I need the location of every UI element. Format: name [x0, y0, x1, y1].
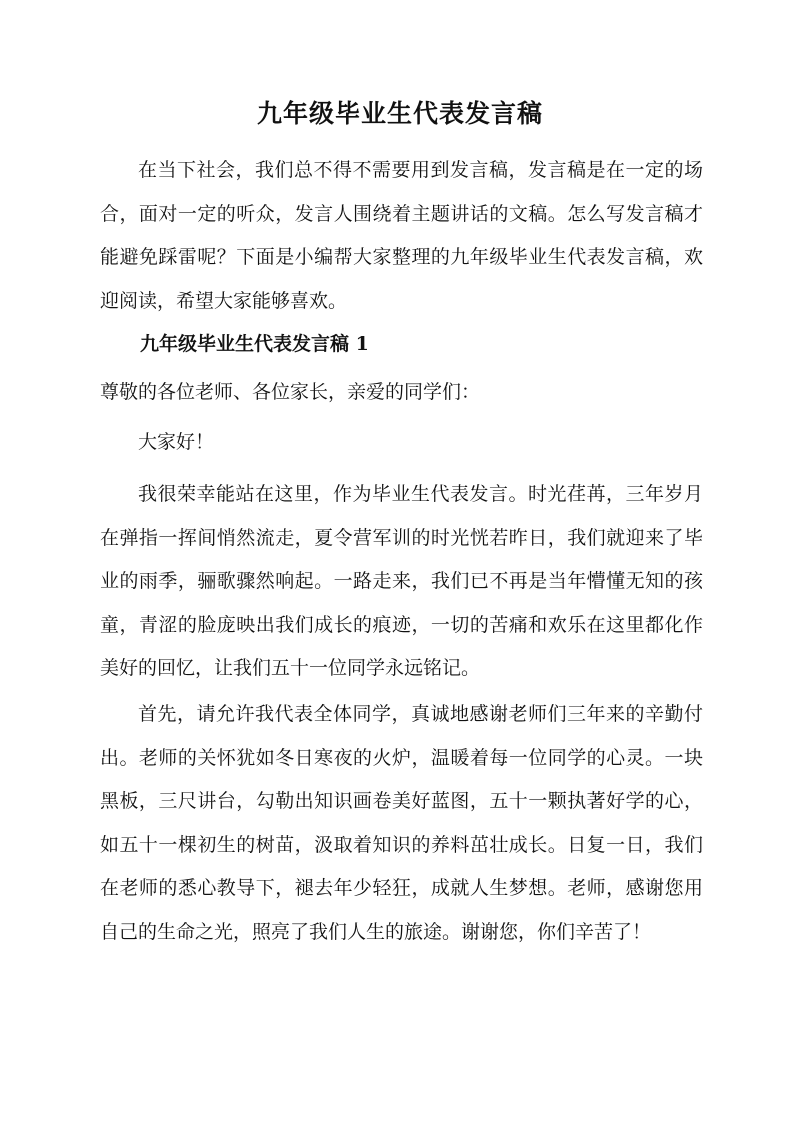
intro-paragraph: 在当下社会，我们总不得不需要用到发言稿，发言稿是在一定的场合，面对一定的听众，发言人围绕着主题讲话的文稿。怎么写发言稿才能避免踩雷呢？下面是小编帮大家整理的九年级毕业生代表发言稿，欢迎阅读，希望大家能够喜欢。 — [100, 159, 703, 312]
body-paragraph-1: 我很荣幸能站在这里，作为毕业生代表发言。时光荏苒，三年岁月在弹指一挥间悄然流走，夏令营军训的时光恍若昨日，我们就迎来了毕业的雨季，骊歌骤然响起。一路走来，我们已不再是当年懵懂无知的孩童，青涩的脸庞映出我们成长的痕迹，一切的苦痛和欢乐在这里都化作美好的回忆，让我们五十一位同学永远铭记。 — [100, 483, 703, 679]
document-title: 九年级毕业生代表发言稿 — [256, 99, 543, 128]
salutation: 尊敬的各位老师、各位家长，亲爱的同学们： — [100, 381, 481, 403]
section-heading: 九年级毕业生代表发言稿 1 — [140, 333, 369, 355]
greeting: 大家好！ — [138, 431, 215, 453]
body-paragraph-2: 首先，请允许我代表全体同学，真诚地感谢老师们三年来的辛勤付出。老师的关怀犹如冬日寒夜的火炉，温暖着每一位同学的心灵。一块黑板，三尺讲台，勾勒出知识画卷美好蓝图，五十一颗执著好学的心，如五十一棵初生的树苗，汲取着知识的养料茁壮成长。日复一日，我们在老师的悉心教导下，褪去年少轻狂，成就人生梦想。老师，感谢您用自己的生命之光，照亮了我们人生的旅途。谢谢您，你们辛苦了！ — [100, 703, 703, 943]
